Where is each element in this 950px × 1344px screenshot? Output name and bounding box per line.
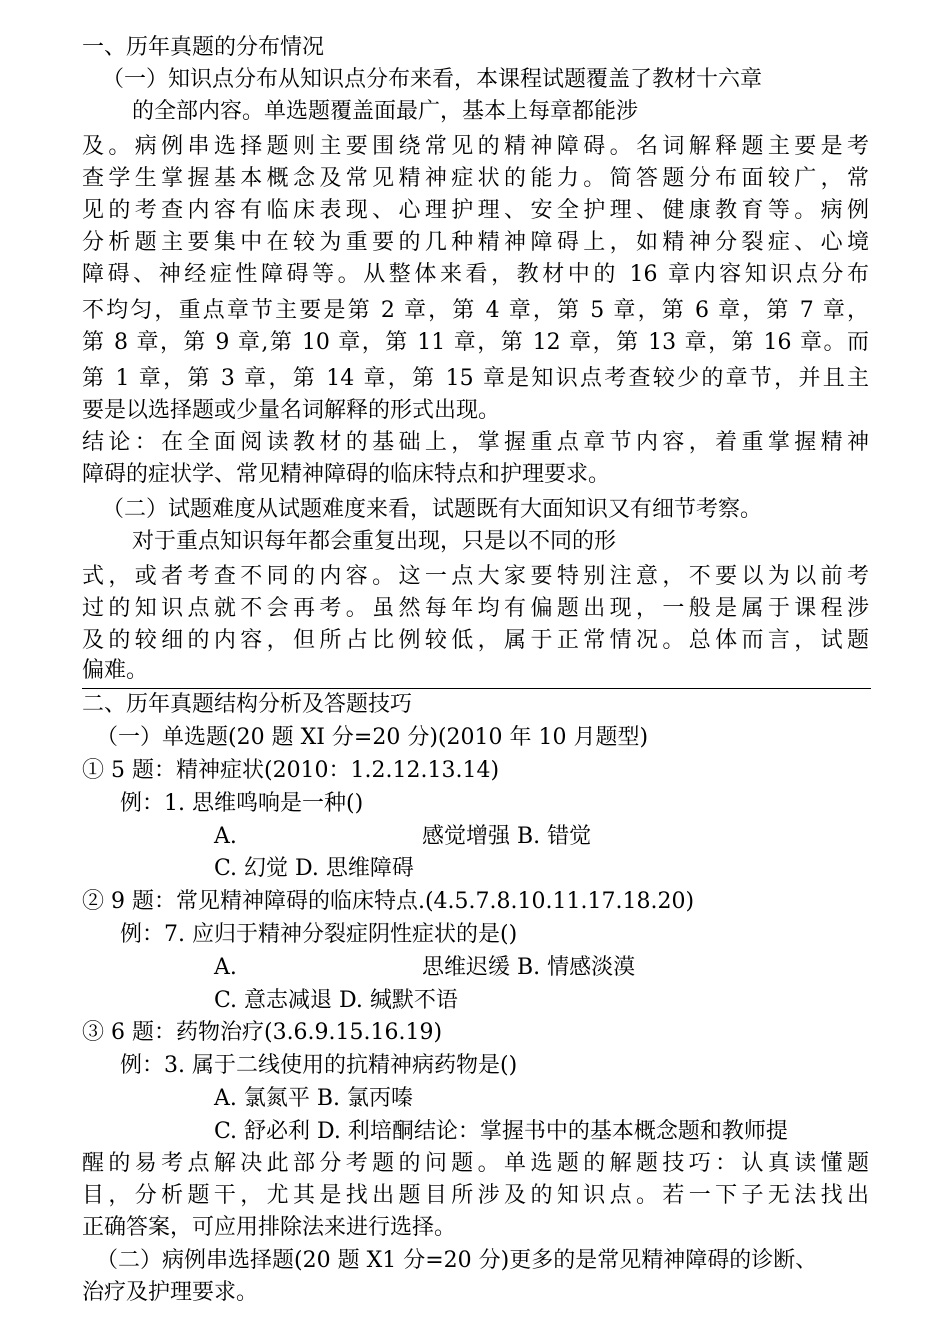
options-text: 思维迟缓 B. 情感淡漠 xyxy=(422,955,636,980)
paragraph-line: 分析题主要集中在较为重要的几种精神障碍上，如精神分裂症、心境 xyxy=(82,230,869,255)
section-heading-1: 一、历年真题的分布情况 xyxy=(82,35,325,60)
paragraph-line: 的全部内容。单选题覆盖面最广，基本上每章都能涉 xyxy=(132,99,639,124)
paragraph-line: 第 1 章，第 3 章，第 14 章，第 15 章是知识点考查较少的章节，并且主 xyxy=(82,366,869,391)
paragraph-line: 第 8 章，第 9 章,第 10 章，第 11 章，第 12 章，第 13 章，第 16 章。而 xyxy=(82,330,869,355)
paragraph-line: 不均匀，重点章节主要是第 2 章，第 4 章，第 5 章，第 6 章，第 7 章， xyxy=(82,298,869,323)
conclusion-line: 结论：在全面阅读教材的基础上，掌握重点章节内容，着重掌握精神 xyxy=(82,430,869,455)
paragraph-line: 偏难。 xyxy=(82,658,149,683)
example-question: 例：1. 思维鸣响是一种() xyxy=(120,791,364,816)
subsection-heading: （一）单选题(20 题 XI 分=20 分)(2010 年 10 月题型) xyxy=(96,725,649,750)
paragraph-line: 式，或者考查不同的内容。这一点大家要特别注意，不要以为以前考 xyxy=(82,564,869,589)
options-text: C. 意志减退 D. 缄默不语 xyxy=(214,988,458,1013)
paragraph-line: 对于重点知识每年都会重复出现，只是以不同的形 xyxy=(132,529,617,554)
paragraph-line: 过的知识点就不会再考。虽然每年均有偏题出现，一般是属于课程涉 xyxy=(82,596,869,621)
paragraph-line: 见的考查内容有临床表现、心理护理、安全护理、健康教育等。病例 xyxy=(82,198,869,223)
paragraph-line: 醒的易考点解决此部分考题的问题。单选题的解题技巧：认真读懂题 xyxy=(82,1151,869,1176)
paragraph-line: 查学生掌握基本概念及常见精神症状的能力。简答题分布面较广，常 xyxy=(82,166,869,191)
paragraph-line: 治疗及护理要求。 xyxy=(82,1280,259,1305)
item-heading: ① 5 题：精神症状(2010：1.2.12.13.14) xyxy=(82,758,500,783)
paragraph-line: （一）知识点分布从知识点分布来看，本课程试题覆盖了教材十六章 xyxy=(102,67,763,92)
paragraph-line: 目，分析题干，尤其是找出题目所涉及的知识点。若一下子无法找出 xyxy=(82,1183,869,1208)
paragraph-line: 及。病例串选择题则主要围绕常见的精神障碍。名词解释题主要是考 xyxy=(82,134,869,159)
options-text: C. 舒必利 D. 利培酮结论：掌握书中的基本概念题和教师提 xyxy=(214,1119,788,1144)
paragraph-line: （二）试题难度从试题难度来看，试题既有大面知识又有细节考察。 xyxy=(102,497,763,522)
options-text: C. 幻觉 D. 思维障碍 xyxy=(214,856,414,881)
conclusion-line: 障碍的症状学、常见精神障碍的临床特点和护理要求。 xyxy=(82,462,611,487)
paragraph-line: 正确答案，可应用排除法来进行选择。 xyxy=(82,1215,457,1240)
option-label: A. xyxy=(214,824,237,849)
section-heading-2: 二、历年真题结构分析及答题技巧 xyxy=(82,692,413,717)
paragraph-line: 障碍、神经症性障碍等。从整体来看，教材中的 16 章内容知识点分布 xyxy=(82,262,869,287)
option-label: A. xyxy=(214,955,237,980)
options-text: A. 氯氮平 B. 氯丙嗪 xyxy=(214,1086,414,1111)
paragraph-line: 及的较细的内容，但所占比例较低，属于正常情况。总体而言，试题 xyxy=(82,628,869,653)
options-text: 感觉增强 B. 错觉 xyxy=(422,824,592,849)
subsection-heading: （二）病例串选择题(20 题 X1 分=20 分)更多的是常见精神障碍的诊断、 xyxy=(96,1248,818,1273)
item-heading: ③ 6 题：药物治疗(3.6.9.15.16.19) xyxy=(82,1020,443,1045)
example-question: 例：3. 属于二线使用的抗精神病药物是() xyxy=(120,1053,518,1078)
item-heading: ② 9 题：常见精神障碍的临床特点.(4.5.7.8.10.11.17.18.20) xyxy=(82,889,695,914)
example-question: 例：7. 应归于精神分裂症阴性症状的是() xyxy=(120,922,518,947)
paragraph-line: 要是以选择题或少量名词解释的形式出现。 xyxy=(82,398,501,423)
